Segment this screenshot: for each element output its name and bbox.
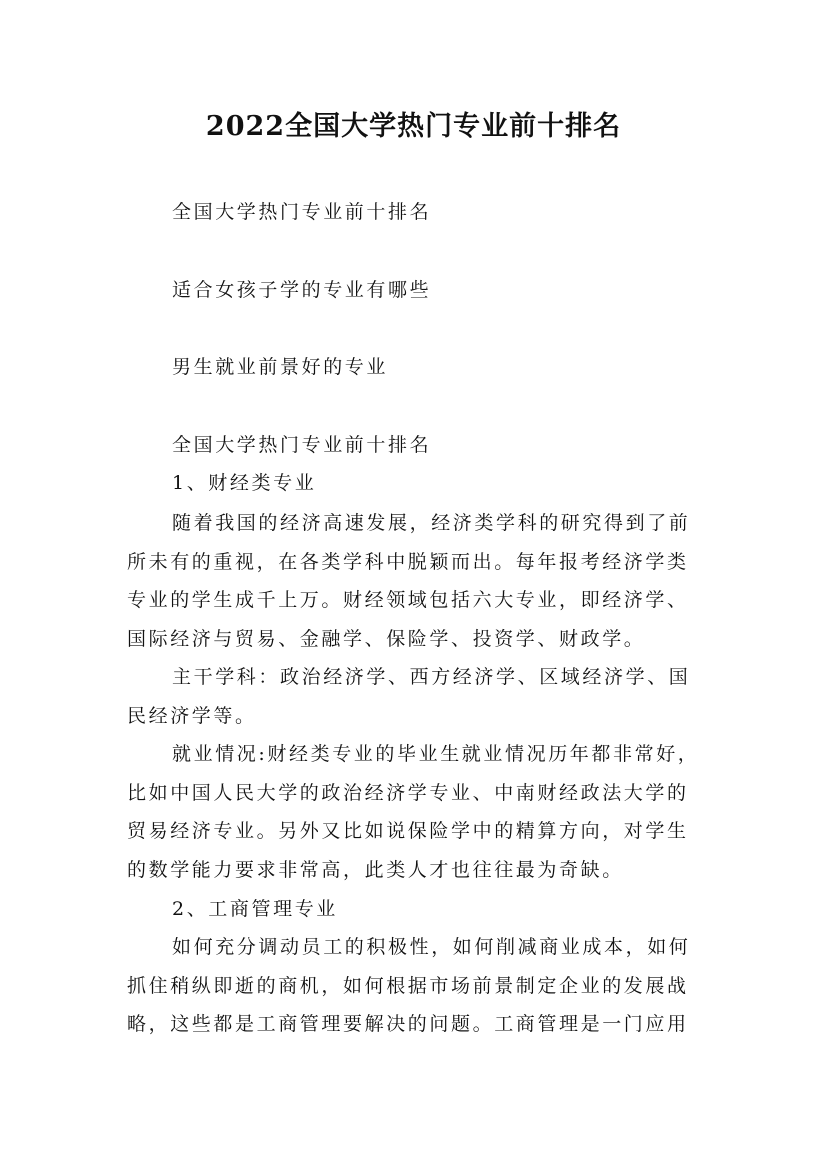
toc-item: 男生就业前景好的专业 [172,356,389,378]
toc-item: 全国大学热门专业前十排名 [172,201,432,223]
item-heading: 1、财经类专业 [172,472,317,494]
paragraph-line: 国际经济与贸易、金融学、保险学、投资学、财政学。 [127,628,646,650]
item-heading: 2、工商管理专业 [172,898,338,920]
paragraph-line: 如何充分调动员工的积极性，如何削减商业成本，如何 [172,936,691,958]
paragraph-line: 的数学能力要求非常高，此类人才也往往最为奇缺。 [127,859,624,881]
paragraph-line: 抓住稍纵即逝的商机，如何根据市场前景制定企业的发展战 [127,975,689,997]
paragraph-line: 略，这些都是工商管理要解决的问题。工商管理是一门应用 [127,1013,689,1035]
paragraph-line: 所未有的重视，在各类学科中脱颖而出。每年报考经济学类 [127,551,689,573]
paragraph-line: 主干学科：政治经济学、西方经济学、区域经济学、国 [172,666,691,688]
paragraph-line: 比如中国人民大学的政治经济学专业、中南财经政法大学的 [127,782,689,804]
toc-item: 适合女孩子学的专业有哪些 [172,279,432,301]
paragraph-line: 就业情况:财经类专业的毕业生就业情况历年都非常好， [172,743,700,765]
paragraph-line: 专业的学生成千上万。财经领域包括六大专业，即经济学、 [127,589,689,611]
paragraph-line: 民经济学等。 [127,705,257,727]
section-heading: 全国大学热门专业前十排名 [172,434,432,456]
paragraph-line: 随着我国的经济高速发展，经济类学科的研究得到了前 [172,512,691,534]
paragraph-line: 贸易经济专业。另外又比如说保险学中的精算方向，对学生 [127,820,689,842]
document-title: 2022全国大学热门专业前十排名 [205,111,622,142]
